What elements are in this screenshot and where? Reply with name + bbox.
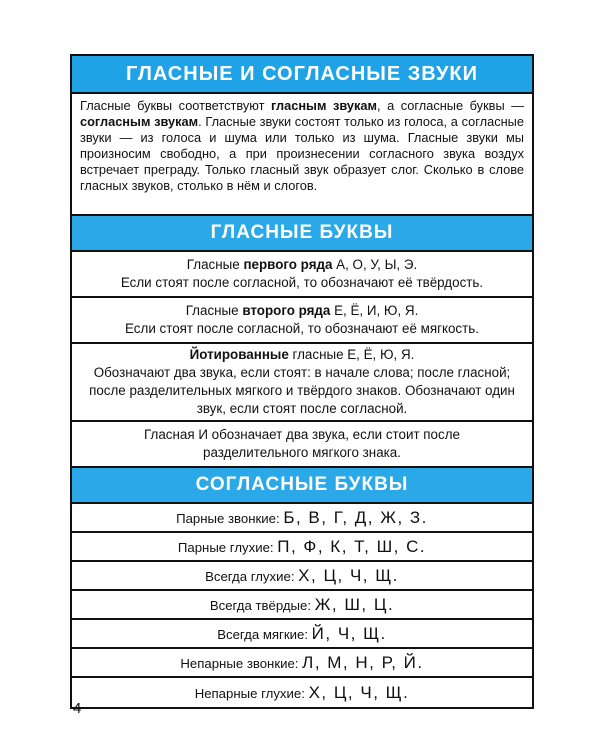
intro-text-1: Гласные буквы соответствуют: [80, 98, 271, 113]
consonant-row: [72, 620, 532, 649]
consonant-row: [72, 649, 532, 678]
consonant-row: [72, 591, 532, 620]
vowels-heading: ГЛАСНЫЕ БУКВЫ: [72, 216, 532, 252]
consonant-letters: Б, В, Г, Д, Ж, З.: [283, 507, 428, 527]
vowels-first-line1: Гласные первого ряда А, О, У, Ы, Э.: [186, 257, 418, 272]
vowels-second-row: [72, 298, 532, 344]
consonant-row: [72, 562, 532, 591]
vowels-first-row: [72, 252, 532, 298]
rules-table: [70, 54, 534, 709]
intro-bold-1: гласным звукам: [270, 98, 377, 113]
consonants-heading: СОГЛАСНЫЕ БУКВЫ: [72, 468, 532, 504]
intro-text-2: , а согласные буквы —: [377, 98, 524, 113]
consonant-label: Всегда твёрдые:: [209, 597, 312, 613]
consonant-label: Непарные глухие:: [194, 685, 305, 701]
vowels-iotated-row: [72, 344, 532, 422]
consonant-label: Всегда мягкие:: [217, 626, 308, 642]
page-number: 4: [73, 700, 82, 717]
consonant-row: [72, 504, 532, 533]
intro-bold-2: согласным звукам: [80, 114, 199, 129]
vowels-i-note-row: [72, 422, 532, 468]
consonant-letters: Ж, Ш, Ц.: [314, 594, 395, 614]
consonant-label: Парные звонкие:: [176, 510, 280, 526]
vowels-second-line1: Гласные второго ряда Е, Ё, И, Ю, Я.: [185, 303, 419, 318]
consonant-row: [72, 678, 532, 707]
consonant-letters: П, Ф, К, Т, Ш, С.: [277, 536, 427, 556]
vowels-i-note: Гласная И обозначает два звука, если стоит после разделительного мягкого знака.: [144, 427, 460, 460]
intro-text-3: . Гласные звуки состоят только из голоса, а согласные звуки — из голоса и шума или только из шума. Гласные звуки мы произносим свободно, а при произнесении согласного звука воздух встречает преграду. Только гласный звук образует слог. Сколько в слове гласных звуков, столько в нём и слогов.: [80, 114, 524, 193]
consonant-letters: Й, Ч, Щ.: [311, 623, 387, 643]
consonant-letters: Л, М, Н, Р, Й.: [302, 652, 424, 672]
intro-paragraph: [72, 94, 532, 216]
consonant-row: [72, 533, 532, 562]
consonant-label: Парные глухие:: [177, 539, 274, 555]
consonant-letters: Х, Ц, Ч, Щ.: [298, 565, 399, 585]
vowels-second-line2: Если стоят после согласной, то обозначают её мягкость.: [125, 321, 479, 336]
main-title: ГЛАСНЫЕ И СОГЛАСНЫЕ ЗВУКИ: [72, 56, 532, 94]
consonant-label: Всегда глухие:: [205, 568, 295, 584]
vowels-first-line2: Если стоят после согласной, то обозначают её твёрдость.: [120, 275, 484, 290]
vowels-iotated-line1: Йотированные гласные Е, Ё, Ю, Я.: [189, 347, 415, 362]
consonant-label: Непарные звонкие:: [180, 655, 299, 671]
vowels-iotated-text: Обозначают два звука, если стоят: в начале слова; после гласной; после разделительных мягкого и твёрдого знаков. Обозначают один звук, если стоят после согласной.: [89, 365, 515, 416]
consonant-letters: Х, Ц, Ч, Щ.: [308, 682, 410, 702]
